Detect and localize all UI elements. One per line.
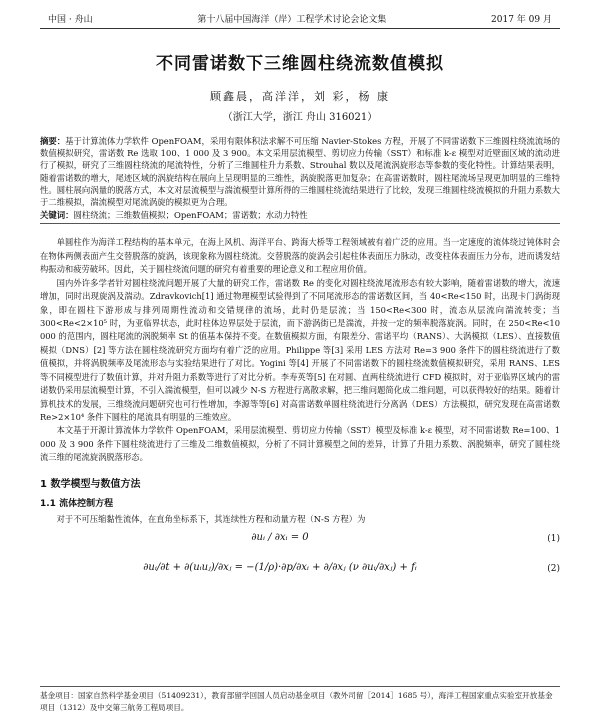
intro-paragraph-3: 本文基于开源计算流体力学软件 OpenFOAM，采用层流模型、剪切应力传输（SST）模型及标准 k-ε 模型，对不同雷诺数 Re=100、1 000 及 3 900 条件下圆柱绕流进行了三维及二维数值模拟，分析了不同计算模型之间的差异，计算了升阻力系数、涡脱频率，研究了圆柱绕流三维的尾流旋涡脱落形态。 (40, 425, 560, 463)
section-heading: 1 数学模型与数值方法 (40, 478, 141, 490)
keywords-text: 圆柱绕流；三维数值模拟；OpenFOAM；雷诺数；水动力特性 (73, 210, 308, 221)
affiliation: （浙江大学，浙江 舟山 316021） (222, 112, 378, 123)
equation-2-body: ∂uᵢ/∂t + ∂(uᵢuⱼ)/∂xⱼ = −(1/ρ)·∂p/∂xᵢ + ∂/∂xⱼ (ν ∂uᵢ/∂xⱼ) + fᵢ (143, 562, 417, 574)
abstract-divider (40, 223, 560, 224)
keywords-label: 关键词： (40, 210, 74, 221)
subsection-heading: 1.1 流体控制方程 (40, 498, 114, 509)
equation-1-number: (1) (547, 534, 560, 545)
equation-2-number: (2) (547, 564, 560, 575)
equation-1-body: ∂uᵢ / ∂xᵢ = 0 (251, 532, 309, 544)
header-proceedings: 第十八届中国海洋（岸）工程学术讨论会论文集 (197, 15, 387, 25)
header-location: 中国 · 舟山 (48, 15, 93, 25)
keywords (40, 209, 560, 221)
header-date: 2017 年 09 月 (491, 15, 552, 25)
author-list: 顾鑫晨，高洋洋，刘 彩，杨 康 (210, 90, 390, 103)
abstract (40, 135, 560, 208)
abstract-text: 基于计算流体力学软件 OpenFOAM，采用有限体积法求解不可压缩 Navier-Stokes 方程，开展了不同雷诺数下三维圆柱绕流流场的数值模拟研究，雷诺数 Re 选取 100、1 000 及 3 900。本文采用层流模型、剪切应力传输（SST）和标准 k-ε 模型对近壁面区域的流动进行了模拟，研究了三维圆柱绕流的尾流特性，分析了三维圆柱升力系数、Strouhal 数以及尾流涡旋形态等参数的变化特性。计算结果表明，随着雷诺数的增大，尾迹区域的涡旋结构在展向上呈现明显的三维性，涡旋脱落更加复杂；在高雷诺数时，圆柱尾流场呈现更加明显的三维特性。圆柱展向涡量的脱落方式，本文对层流模型与湍流模型计算所得的三维圆柱绕流结果进行了比较，发现三维圆柱绕流模拟的升阻力系数大于二维模拟，湍流模型对尾流涡旋的模拟更为合理。 (40, 136, 561, 207)
equation-intro: 对于不可压缩黏性流体，在直角坐标系下，其连续性方程和动量方程（N-S 方程）为 (56, 513, 366, 524)
paper-title: 不同雷诺数下三维圆柱绕流数值模拟 (156, 54, 444, 74)
abstract-label: 摘要： (40, 136, 66, 146)
intro-paragraph-1: 单圆柱作为海洋工程结构的基本单元，在海上风机、海洋平台、跨海大桥等工程领域被有着广泛的应用。当一定速度的流体绕过钝体时会在物体两侧表面产生交替脱落的旋涡，该现象称为圆柱绕流。交替脱落的旋涡会引起柱体表面压力脉动，改变柱体表面压力分布，进而诱发结构振动和疲劳破坏。因此，关于圆柱绕流问题的研究有着重要的理论意义和工程应用价值。 (40, 237, 560, 275)
equation-2 (40, 556, 560, 586)
funding-footnote: 基金项目：国家自然科学基金项目（51409231），教育部留学回国人员启动基金项目（教外司留［2014］1685 号），海洋工程国家重点实验室开放基金项目（1312）及中交第三航务工程局项目。 (40, 686, 560, 713)
equation-1 (40, 526, 560, 556)
intro-paragraph-2: 国内外许多学者针对圆柱绕流问题开展了大量的研究工作，雷诺数 Re 的变化对圆柱绕流尾流形态有较大影响，随着雷诺数的增大，流速增加，同时出现旋涡及湍动。Zdravkovich[1] 通过物理模型试验得到了不同尾流形态的雷诺数区间，当 40<Re<150 时，出现卡门涡街现象，即在圆柱下游形成与排列周期性流动和交错规律的流场，此时仍是层流；当 150<Re<300 时，流态从层流向湍流转变；当 300<Re<2×10⁵ 时，为亚临界状态，此时柱体边界层处于层流，而下游涡街已是湍流，并按一定的频率脱落旋涡。同时，在 250<Re<10 000 的范围内，圆柱尾流的涡脱频率 St 的值基本保持不变。在数值模拟方面，有限差分、雷诺平均（RANS）、大涡模拟（LES）、直接数值模拟（DNS）[2] 等方法在圆柱绕流研究方面均有着广泛的应用。Philippe 等[3] 采用 LES 方法对 Re=3 900 条件下的圆柱绕流进行了数值模拟，并将涡脱频率及尾流形态与实验结果进行了对比。Yogini 等[4] 开展了不同雷诺数下的圆柱绕流数值模拟研究，采用 RANS、LES 等不同模型进行了数值计算，并对升阻力系数等进行了对比分析。李寿英等[5] 在对圆、直两柱绕流进行 CFD 模拟时，对于亚临界区域内的雷诺数仍采用层流模型计算，不引入湍流模型，但可以减少 N-S 方程进行离散求解，把三维问题简化成二维问题，可以获得较好的结果。随着计算机技术的发展，三维绕流问题研究也可行性增加，李源等等[6] 对高雷诺数单圆柱绕流进行分离涡（DES）方法模拟，研究发现在高雷诺数 Re>2×10⁴ 条件下圆柱的尾流具有明显的三维效应。 (40, 277, 560, 422)
running-header (40, 12, 560, 29)
